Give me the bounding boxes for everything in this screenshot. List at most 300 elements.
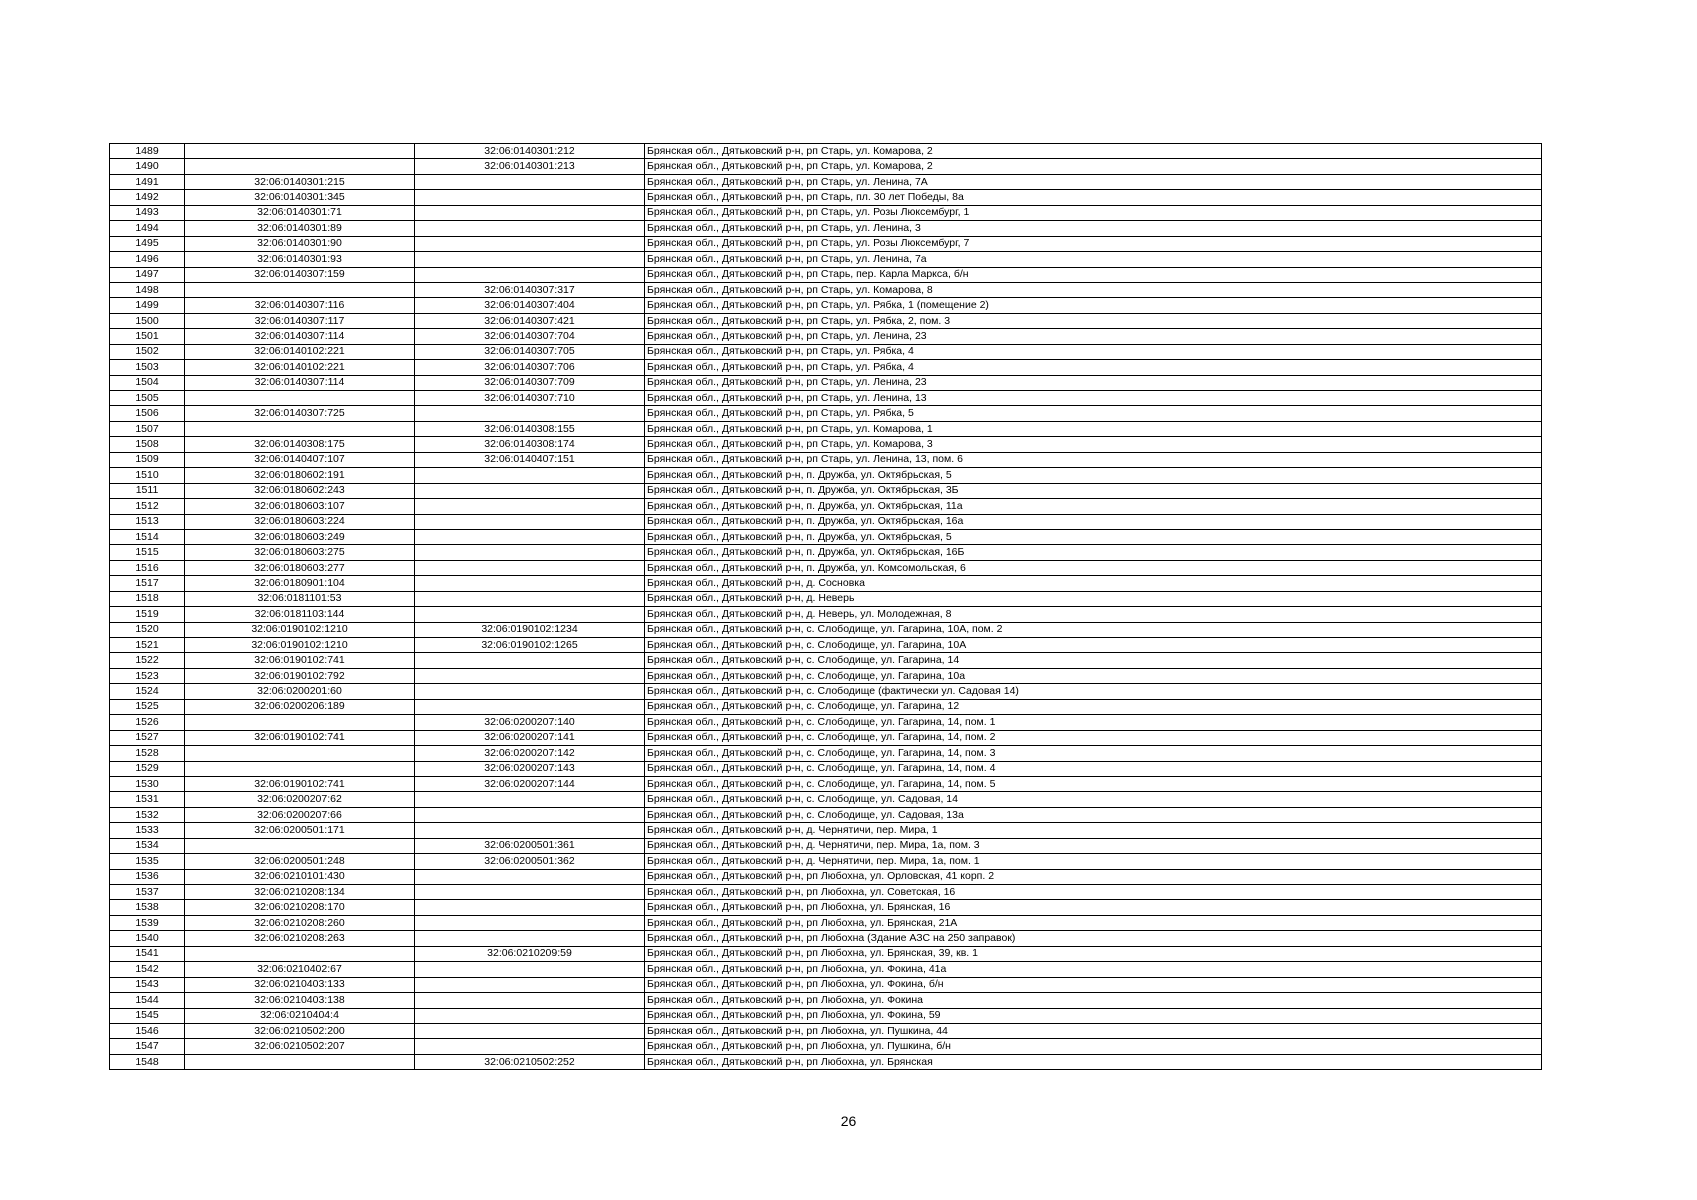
row-number-cell: 1519	[110, 607, 185, 622]
address-cell: Брянская обл., Дятьковский р-н, рп Старь, ул. Ленина, 13, пом. 6	[645, 452, 1542, 467]
table-row	[110, 144, 1542, 159]
table-row	[110, 885, 1542, 900]
table-row	[110, 576, 1542, 591]
land-cadastral-number-cell: 32:06:0180901:104	[185, 576, 415, 591]
address-cell: Брянская обл., Дятьковский р-н, рп Любохна, ул. Фокина, б/н	[645, 977, 1542, 992]
table-row	[110, 298, 1542, 313]
table-row	[110, 776, 1542, 791]
land-cadastral-number-cell: 32:06:0140102:221	[185, 344, 415, 359]
address-cell: Брянская обл., Дятьковский р-н, рп Любохна, ул. Пушкина, 44	[645, 1023, 1542, 1038]
object-cadastral-number-cell: 32:06:0200207:142	[415, 746, 645, 761]
address-cell: Брянская обл., Дятьковский р-н, рп Старь, ул. Комарова, 1	[645, 421, 1542, 436]
row-number-cell: 1539	[110, 915, 185, 930]
land-cadastral-number-cell: 32:06:0210101:430	[185, 869, 415, 884]
row-number-cell: 1535	[110, 854, 185, 869]
address-cell: Брянская обл., Дятьковский р-н, рп Старь, ул. Рябка, 4	[645, 360, 1542, 375]
row-number-cell: 1527	[110, 730, 185, 745]
table-row	[110, 823, 1542, 838]
address-cell: Брянская обл., Дятьковский р-н, с. Слободище, ул. Гагарина, 14, пом. 4	[645, 761, 1542, 776]
row-number-cell: 1494	[110, 221, 185, 236]
land-cadastral-number-cell: 32:06:0180603:277	[185, 560, 415, 575]
object-cadastral-number-cell: 32:06:0200207:141	[415, 730, 645, 745]
table-row	[110, 1039, 1542, 1054]
address-cell: Брянская обл., Дятьковский р-н, рп Любохна (Здание АЗС на 250 заправок)	[645, 931, 1542, 946]
object-cadastral-number-cell: 32:06:0140301:212	[415, 144, 645, 159]
row-number-cell: 1529	[110, 761, 185, 776]
object-cadastral-number-cell	[415, 406, 645, 421]
address-cell: Брянская обл., Дятьковский р-н, п. Дружба, ул. Октябрьская, 16а	[645, 514, 1542, 529]
object-cadastral-number-cell	[415, 668, 645, 683]
object-cadastral-number-cell: 32:06:0140308:155	[415, 421, 645, 436]
row-number-cell: 1512	[110, 499, 185, 514]
object-cadastral-number-cell: 32:06:0140307:710	[415, 391, 645, 406]
address-cell: Брянская обл., Дятьковский р-н, рп Любохна, ул. Орловская, 41 корп. 2	[645, 869, 1542, 884]
address-cell: Брянская обл., Дятьковский р-н, п. Дружба, ул. Октябрьская, 5	[645, 468, 1542, 483]
object-cadastral-number-cell	[415, 1008, 645, 1023]
address-cell: Брянская обл., Дятьковский р-н, рп Старь, ул. Комарова, 2	[645, 159, 1542, 174]
object-cadastral-number-cell	[415, 190, 645, 205]
table-row	[110, 174, 1542, 189]
row-number-cell: 1504	[110, 375, 185, 390]
address-cell: Брянская обл., Дятьковский р-н, рп Старь, пл. 30 лет Победы, 8а	[645, 190, 1542, 205]
land-cadastral-number-cell: 32:06:0140301:89	[185, 221, 415, 236]
object-cadastral-number-cell	[415, 529, 645, 544]
land-cadastral-number-cell: 32:06:0210208:134	[185, 885, 415, 900]
registry-table-body	[110, 144, 1542, 1070]
row-number-cell: 1537	[110, 885, 185, 900]
table-row	[110, 190, 1542, 205]
address-cell: Брянская обл., Дятьковский р-н, рп Старь, ул. Рябка, 4	[645, 344, 1542, 359]
row-number-cell: 1505	[110, 391, 185, 406]
row-number-cell: 1525	[110, 699, 185, 714]
land-cadastral-number-cell: 32:06:0190102:741	[185, 730, 415, 745]
object-cadastral-number-cell: 32:06:0140407:151	[415, 452, 645, 467]
address-cell: Брянская обл., Дятьковский р-н, рп Старь, ул. Комарова, 2	[645, 144, 1542, 159]
land-cadastral-number-cell: 32:06:0140307:116	[185, 298, 415, 313]
row-number-cell: 1517	[110, 576, 185, 591]
land-cadastral-number-cell: 32:06:0140301:93	[185, 252, 415, 267]
land-cadastral-number-cell	[185, 746, 415, 761]
address-cell: Брянская обл., Дятьковский р-н, с. Слободище, ул. Гагарина, 12	[645, 699, 1542, 714]
row-number-cell: 1511	[110, 483, 185, 498]
row-number-cell: 1533	[110, 823, 185, 838]
object-cadastral-number-cell	[415, 236, 645, 251]
row-number-cell: 1508	[110, 437, 185, 452]
row-number-cell: 1531	[110, 792, 185, 807]
address-cell: Брянская обл., Дятьковский р-н, с. Слободище, ул. Гагарина, 14, пом. 5	[645, 776, 1542, 791]
table-row	[110, 838, 1542, 853]
object-cadastral-number-cell: 32:06:0140307:705	[415, 344, 645, 359]
object-cadastral-number-cell	[415, 591, 645, 606]
table-row	[110, 854, 1542, 869]
land-cadastral-number-cell: 32:06:0200206:189	[185, 699, 415, 714]
address-cell: Брянская обл., Дятьковский р-н, с. Слободище, ул. Гагарина, 14, пом. 2	[645, 730, 1542, 745]
land-cadastral-number-cell	[185, 761, 415, 776]
address-cell: Брянская обл., Дятьковский р-н, п. Дружба, ул. Октябрьская, 5	[645, 529, 1542, 544]
table-row	[110, 344, 1542, 359]
land-cadastral-number-cell: 32:06:0181101:53	[185, 591, 415, 606]
object-cadastral-number-cell: 32:06:0200207:144	[415, 776, 645, 791]
table-row	[110, 205, 1542, 220]
table-row	[110, 545, 1542, 560]
row-number-cell: 1514	[110, 529, 185, 544]
land-cadastral-number-cell: 32:06:0140102:221	[185, 360, 415, 375]
object-cadastral-number-cell: 32:06:0210209:59	[415, 946, 645, 961]
table-row	[110, 560, 1542, 575]
land-cadastral-number-cell: 32:06:0210208:263	[185, 931, 415, 946]
address-cell: Брянская обл., Дятьковский р-н, с. Слободище, ул. Гагарина, 14	[645, 653, 1542, 668]
address-cell: Брянская обл., Дятьковский р-н, рп Старь, ул. Рябка, 2, пом. 3	[645, 313, 1542, 328]
row-number-cell: 1536	[110, 869, 185, 884]
table-row	[110, 221, 1542, 236]
land-cadastral-number-cell	[185, 282, 415, 297]
land-cadastral-number-cell	[185, 946, 415, 961]
row-number-cell: 1540	[110, 931, 185, 946]
table-row	[110, 499, 1542, 514]
land-cadastral-number-cell: 32:06:0210402:67	[185, 962, 415, 977]
table-row	[110, 668, 1542, 683]
object-cadastral-number-cell: 32:06:0200501:361	[415, 838, 645, 853]
table-row	[110, 715, 1542, 730]
land-cadastral-number-cell	[185, 715, 415, 730]
land-cadastral-number-cell: 32:06:0180603:107	[185, 499, 415, 514]
object-cadastral-number-cell: 32:06:0210502:252	[415, 1054, 645, 1069]
address-cell: Брянская обл., Дятьковский р-н, п. Дружба, ул. Комсомольская, 6	[645, 560, 1542, 575]
table-row	[110, 391, 1542, 406]
table-row	[110, 607, 1542, 622]
address-cell: Брянская обл., Дятьковский р-н, п. Дружба, ул. Октябрьская, 3Б	[645, 483, 1542, 498]
object-cadastral-number-cell: 32:06:0140308:174	[415, 437, 645, 452]
object-cadastral-number-cell	[415, 885, 645, 900]
object-cadastral-number-cell	[415, 560, 645, 575]
land-cadastral-number-cell	[185, 391, 415, 406]
row-number-cell: 1521	[110, 638, 185, 653]
address-cell: Брянская обл., Дятьковский р-н, рп Любохна, ул. Брянская, 16	[645, 900, 1542, 915]
table-row	[110, 792, 1542, 807]
row-number-cell: 1492	[110, 190, 185, 205]
row-number-cell: 1545	[110, 1008, 185, 1023]
address-cell: Брянская обл., Дятьковский р-н, с. Слободище, ул. Гагарина, 10а	[645, 668, 1542, 683]
land-cadastral-number-cell: 32:06:0210404:4	[185, 1008, 415, 1023]
address-cell: Брянская обл., Дятьковский р-н, рп Старь, ул. Комарова, 3	[645, 437, 1542, 452]
row-number-cell: 1532	[110, 807, 185, 822]
object-cadastral-number-cell: 32:06:0140301:213	[415, 159, 645, 174]
land-cadastral-number-cell	[185, 144, 415, 159]
table-row	[110, 761, 1542, 776]
land-cadastral-number-cell: 32:06:0210403:138	[185, 993, 415, 1008]
object-cadastral-number-cell: 32:06:0200501:362	[415, 854, 645, 869]
land-cadastral-number-cell	[185, 159, 415, 174]
address-cell: Брянская обл., Дятьковский р-н, рп Любохна, ул. Советская, 16	[645, 885, 1542, 900]
address-cell: Брянская обл., Дятьковский р-н, рп Старь, пер. Карла Маркса, б/н	[645, 267, 1542, 282]
address-cell: Брянская обл., Дятьковский р-н, рп Старь, ул. Ленина, 3	[645, 221, 1542, 236]
row-number-cell: 1546	[110, 1023, 185, 1038]
object-cadastral-number-cell: 32:06:0140307:421	[415, 313, 645, 328]
row-number-cell: 1501	[110, 329, 185, 344]
row-number-cell: 1500	[110, 313, 185, 328]
table-row	[110, 529, 1542, 544]
land-cadastral-number-cell: 32:06:0190102:741	[185, 653, 415, 668]
table-row	[110, 437, 1542, 452]
object-cadastral-number-cell	[415, 576, 645, 591]
row-number-cell: 1513	[110, 514, 185, 529]
table-row	[110, 993, 1542, 1008]
land-cadastral-number-cell: 32:06:0200201:60	[185, 684, 415, 699]
object-cadastral-number-cell: 32:06:0190102:1265	[415, 638, 645, 653]
row-number-cell: 1524	[110, 684, 185, 699]
land-cadastral-number-cell	[185, 421, 415, 436]
land-cadastral-number-cell: 32:06:0200207:66	[185, 807, 415, 822]
table-row	[110, 452, 1542, 467]
row-number-cell: 1526	[110, 715, 185, 730]
address-cell: Брянская обл., Дятьковский р-н, рп Старь, ул. Ленина, 13	[645, 391, 1542, 406]
land-cadastral-number-cell: 32:06:0200207:62	[185, 792, 415, 807]
land-cadastral-number-cell: 32:06:0210502:207	[185, 1039, 415, 1054]
address-cell: Брянская обл., Дятьковский р-н, рп Любохна, ул. Брянская, 21А	[645, 915, 1542, 930]
address-cell: Брянская обл., Дятьковский р-н, рп Старь, ул. Рябка, 5	[645, 406, 1542, 421]
object-cadastral-number-cell	[415, 900, 645, 915]
table-row	[110, 514, 1542, 529]
land-cadastral-number-cell: 32:06:0180603:224	[185, 514, 415, 529]
object-cadastral-number-cell	[415, 205, 645, 220]
land-cadastral-number-cell: 32:06:0190102:741	[185, 776, 415, 791]
table-row	[110, 977, 1542, 992]
land-cadastral-number-cell	[185, 838, 415, 853]
table-row	[110, 699, 1542, 714]
table-row	[110, 468, 1542, 483]
object-cadastral-number-cell	[415, 993, 645, 1008]
table-row	[110, 807, 1542, 822]
object-cadastral-number-cell	[415, 915, 645, 930]
row-number-cell: 1528	[110, 746, 185, 761]
table-row	[110, 360, 1542, 375]
land-cadastral-number-cell: 32:06:0181103:144	[185, 607, 415, 622]
object-cadastral-number-cell	[415, 221, 645, 236]
table-row	[110, 1023, 1542, 1038]
object-cadastral-number-cell	[415, 1023, 645, 1038]
table-row	[110, 869, 1542, 884]
row-number-cell: 1507	[110, 421, 185, 436]
land-cadastral-number-cell: 32:06:0140307:117	[185, 313, 415, 328]
land-cadastral-number-cell: 32:06:0210208:260	[185, 915, 415, 930]
land-cadastral-number-cell	[185, 1054, 415, 1069]
object-cadastral-number-cell	[415, 977, 645, 992]
address-cell: Брянская обл., Дятьковский р-н, д. Чернятичи, пер. Мира, 1а, пом. 1	[645, 854, 1542, 869]
object-cadastral-number-cell	[415, 607, 645, 622]
row-number-cell: 1491	[110, 174, 185, 189]
registry-table	[109, 143, 1542, 1070]
object-cadastral-number-cell: 32:06:0140307:706	[415, 360, 645, 375]
address-cell: Брянская обл., Дятьковский р-н, д. Чернятичи, пер. Мира, 1а, пом. 3	[645, 838, 1542, 853]
table-row	[110, 1054, 1542, 1069]
object-cadastral-number-cell: 32:06:0140307:704	[415, 329, 645, 344]
address-cell: Брянская обл., Дятьковский р-н, рп Старь, ул. Розы Люксембург, 7	[645, 236, 1542, 251]
table-row	[110, 329, 1542, 344]
object-cadastral-number-cell: 32:06:0140307:404	[415, 298, 645, 313]
table-row	[110, 653, 1542, 668]
table-row	[110, 375, 1542, 390]
object-cadastral-number-cell	[415, 699, 645, 714]
row-number-cell: 1530	[110, 776, 185, 791]
table-row	[110, 622, 1542, 637]
object-cadastral-number-cell: 32:06:0200207:143	[415, 761, 645, 776]
row-number-cell: 1502	[110, 344, 185, 359]
object-cadastral-number-cell	[415, 499, 645, 514]
land-cadastral-number-cell: 32:06:0140307:725	[185, 406, 415, 421]
object-cadastral-number-cell	[415, 514, 645, 529]
row-number-cell: 1518	[110, 591, 185, 606]
land-cadastral-number-cell: 32:06:0140301:71	[185, 205, 415, 220]
table-row	[110, 900, 1542, 915]
table-row	[110, 406, 1542, 421]
address-cell: Брянская обл., Дятьковский р-н, д. Сосновка	[645, 576, 1542, 591]
row-number-cell: 1544	[110, 993, 185, 1008]
address-cell: Брянская обл., Дятьковский р-н, рп Любохна, ул. Фокина, 41а	[645, 962, 1542, 977]
object-cadastral-number-cell	[415, 823, 645, 838]
address-cell: Брянская обл., Дятьковский р-н, рп Старь, ул. Комарова, 8	[645, 282, 1542, 297]
address-cell: Брянская обл., Дятьковский р-н, д. Неверь	[645, 591, 1542, 606]
table-row	[110, 946, 1542, 961]
address-cell: Брянская обл., Дятьковский р-н, рп Старь, ул. Ленина, 23	[645, 329, 1542, 344]
row-number-cell: 1495	[110, 236, 185, 251]
table-row	[110, 313, 1542, 328]
row-number-cell: 1543	[110, 977, 185, 992]
row-number-cell: 1498	[110, 282, 185, 297]
row-number-cell: 1534	[110, 838, 185, 853]
object-cadastral-number-cell	[415, 1039, 645, 1054]
address-cell: Брянская обл., Дятьковский р-н, с. Слободище, ул. Садовая, 14	[645, 792, 1542, 807]
table-row	[110, 638, 1542, 653]
row-number-cell: 1510	[110, 468, 185, 483]
row-number-cell: 1490	[110, 159, 185, 174]
address-cell: Брянская обл., Дятьковский р-н, рп Любохна, ул. Фокина, 59	[645, 1008, 1542, 1023]
table-row	[110, 746, 1542, 761]
table-row	[110, 591, 1542, 606]
object-cadastral-number-cell	[415, 931, 645, 946]
object-cadastral-number-cell	[415, 807, 645, 822]
address-cell: Брянская обл., Дятьковский р-н, рп Любохна, ул. Брянская, 39, кв. 1	[645, 946, 1542, 961]
table-row	[110, 915, 1542, 930]
object-cadastral-number-cell	[415, 545, 645, 560]
land-cadastral-number-cell: 32:06:0140301:90	[185, 236, 415, 251]
row-number-cell: 1520	[110, 622, 185, 637]
address-cell: Брянская обл., Дятьковский р-н, п. Дружба, ул. Октябрьская, 16Б	[645, 545, 1542, 560]
land-cadastral-number-cell: 32:06:0190102:1210	[185, 622, 415, 637]
land-cadastral-number-cell: 32:06:0140301:345	[185, 190, 415, 205]
row-number-cell: 1489	[110, 144, 185, 159]
row-number-cell: 1542	[110, 962, 185, 977]
object-cadastral-number-cell	[415, 869, 645, 884]
address-cell: Брянская обл., Дятьковский р-н, с. Слободище, ул. Гагарина, 10А, пом. 2	[645, 622, 1542, 637]
table-row	[110, 962, 1542, 977]
object-cadastral-number-cell: 32:06:0140307:317	[415, 282, 645, 297]
address-cell: Брянская обл., Дятьковский р-н, рп Любохна, ул. Брянская	[645, 1054, 1542, 1069]
table-row	[110, 236, 1542, 251]
address-cell: Брянская обл., Дятьковский р-н, с. Слободище, ул. Садовая, 13а	[645, 807, 1542, 822]
land-cadastral-number-cell: 32:06:0140307:114	[185, 375, 415, 390]
land-cadastral-number-cell: 32:06:0210208:170	[185, 900, 415, 915]
address-cell: Брянская обл., Дятьковский р-н, п. Дружба, ул. Октябрьская, 11а	[645, 499, 1542, 514]
address-cell: Брянская обл., Дятьковский р-н, рп Старь, ул. Ленина, 7А	[645, 174, 1542, 189]
table-row	[110, 267, 1542, 282]
object-cadastral-number-cell: 32:06:0190102:1234	[415, 622, 645, 637]
land-cadastral-number-cell: 32:06:0140307:114	[185, 329, 415, 344]
row-number-cell: 1547	[110, 1039, 185, 1054]
address-cell: Брянская обл., Дятьковский р-н, с. Слободище, ул. Гагарина, 10А	[645, 638, 1542, 653]
table-row	[110, 421, 1542, 436]
row-number-cell: 1516	[110, 560, 185, 575]
object-cadastral-number-cell	[415, 468, 645, 483]
row-number-cell: 1541	[110, 946, 185, 961]
land-cadastral-number-cell: 32:06:0180602:243	[185, 483, 415, 498]
object-cadastral-number-cell	[415, 483, 645, 498]
row-number-cell: 1496	[110, 252, 185, 267]
address-cell: Брянская обл., Дятьковский р-н, с. Слободище, ул. Гагарина, 14, пом. 3	[645, 746, 1542, 761]
object-cadastral-number-cell: 32:06:0140307:709	[415, 375, 645, 390]
table-row	[110, 1008, 1542, 1023]
row-number-cell: 1493	[110, 205, 185, 220]
address-cell: Брянская обл., Дятьковский р-н, рп Любохна, ул. Пушкина, б/н	[645, 1039, 1542, 1054]
row-number-cell: 1497	[110, 267, 185, 282]
object-cadastral-number-cell: 32:06:0200207:140	[415, 715, 645, 730]
object-cadastral-number-cell	[415, 252, 645, 267]
object-cadastral-number-cell	[415, 792, 645, 807]
land-cadastral-number-cell: 32:06:0210403:133	[185, 977, 415, 992]
address-cell: Брянская обл., Дятьковский р-н, рп Старь, ул. Ленина, 23	[645, 375, 1542, 390]
object-cadastral-number-cell	[415, 174, 645, 189]
table-row	[110, 931, 1542, 946]
address-cell: Брянская обл., Дятьковский р-н, рп Любохна, ул. Фокина	[645, 993, 1542, 1008]
table-row	[110, 730, 1542, 745]
table-row	[110, 684, 1542, 699]
table-row	[110, 252, 1542, 267]
object-cadastral-number-cell	[415, 684, 645, 699]
row-number-cell: 1509	[110, 452, 185, 467]
land-cadastral-number-cell: 32:06:0200501:248	[185, 854, 415, 869]
address-cell: Брянская обл., Дятьковский р-н, с. Слободище (фактически ул. Садовая 14)	[645, 684, 1542, 699]
address-cell: Брянская обл., Дятьковский р-н, д. Неверь, ул. Молодежная, 8	[645, 607, 1542, 622]
table-row	[110, 282, 1542, 297]
land-cadastral-number-cell: 32:06:0180603:249	[185, 529, 415, 544]
land-cadastral-number-cell: 32:06:0180603:275	[185, 545, 415, 560]
row-number-cell: 1515	[110, 545, 185, 560]
land-cadastral-number-cell: 32:06:0140308:175	[185, 437, 415, 452]
land-cadastral-number-cell: 32:06:0210502:200	[185, 1023, 415, 1038]
table-row	[110, 159, 1542, 174]
row-number-cell: 1522	[110, 653, 185, 668]
address-cell: Брянская обл., Дятьковский р-н, рп Старь, ул. Рябка, 1 (помещение 2)	[645, 298, 1542, 313]
row-number-cell: 1538	[110, 900, 185, 915]
land-cadastral-number-cell: 32:06:0140301:215	[185, 174, 415, 189]
row-number-cell: 1506	[110, 406, 185, 421]
row-number-cell: 1523	[110, 668, 185, 683]
row-number-cell: 1503	[110, 360, 185, 375]
table-row	[110, 483, 1542, 498]
land-cadastral-number-cell: 32:06:0190102:1210	[185, 638, 415, 653]
object-cadastral-number-cell	[415, 267, 645, 282]
land-cadastral-number-cell: 32:06:0140307:159	[185, 267, 415, 282]
object-cadastral-number-cell	[415, 653, 645, 668]
land-cadastral-number-cell: 32:06:0140407:107	[185, 452, 415, 467]
address-cell: Брянская обл., Дятьковский р-н, с. Слободище, ул. Гагарина, 14, пом. 1	[645, 715, 1542, 730]
address-cell: Брянская обл., Дятьковский р-н, д. Чернятичи, пер. Мира, 1	[645, 823, 1542, 838]
land-cadastral-number-cell: 32:06:0190102:792	[185, 668, 415, 683]
row-number-cell: 1548	[110, 1054, 185, 1069]
object-cadastral-number-cell	[415, 962, 645, 977]
land-cadastral-number-cell: 32:06:0200501:171	[185, 823, 415, 838]
land-cadastral-number-cell: 32:06:0180602:191	[185, 468, 415, 483]
row-number-cell: 1499	[110, 298, 185, 313]
